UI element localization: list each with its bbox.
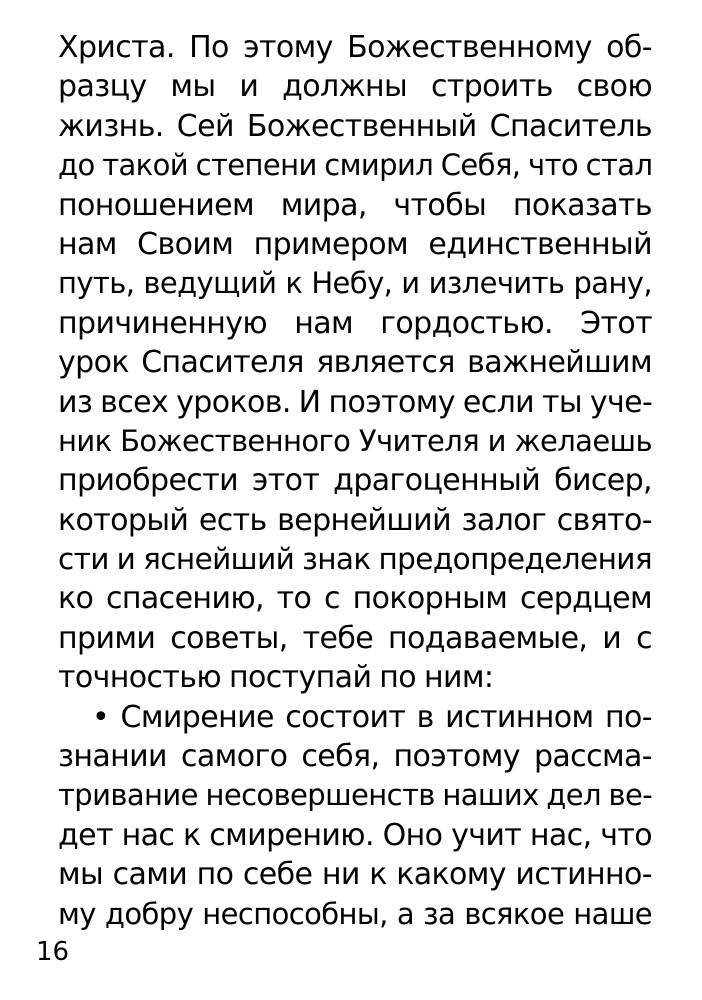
text-line: урок Спасителя является важнейшим (58, 345, 652, 381)
text-line: разцу мы и должны строить свою (58, 69, 652, 105)
text-line: поношением мира, чтобы показать (58, 187, 652, 223)
text-line: Христа. По этому Божественному об- (58, 30, 652, 65)
text-line: жизнь. Сей Божественный Спаситель (58, 108, 652, 144)
text-line: тривание несовершенств наших дел ве- (58, 778, 653, 813)
text-line: ко спасению, то с покорным сердцем (58, 581, 652, 617)
page-number: 16 (36, 937, 70, 967)
text-line: нам Своим примером единственный (58, 226, 652, 262)
text-line: му добру неспособны, а за всякое наше (58, 896, 652, 931)
text-line: из всех уроков. И поэтому если ты уче- (58, 384, 653, 420)
text-line: приобрести этот драгоценный бисер, (58, 463, 652, 499)
text-line: который есть вернейший залог свято- (58, 502, 652, 538)
text-line: дет нас к смирению. Оно учит нас, что (58, 817, 652, 853)
text-line: знании самого себя, поэтому рассма- (58, 739, 652, 775)
bullet-paragraph (58, 698, 652, 934)
text-line: мы сами по себе ни к какому истинно- (58, 857, 652, 893)
text-line: прими советы, тебе подаваемые, и с (58, 620, 652, 656)
text-line: сти и яснейший знак предопределения (58, 542, 652, 577)
text-line: • Смирение состоит в истинном по- (92, 699, 652, 735)
text-line: путь, ведущий к Небу, и излечить рану, (58, 266, 652, 301)
text-line: причиненную нам гордостью. Этот (58, 305, 652, 341)
text-line: точностью поступай по ним: (58, 660, 494, 696)
text-line: до такой степени смирил Себя, что стал (58, 148, 653, 183)
paragraph (58, 28, 652, 698)
body-text (58, 28, 652, 934)
text-line: ник Божественного Учителя и желаешь (58, 423, 652, 458)
